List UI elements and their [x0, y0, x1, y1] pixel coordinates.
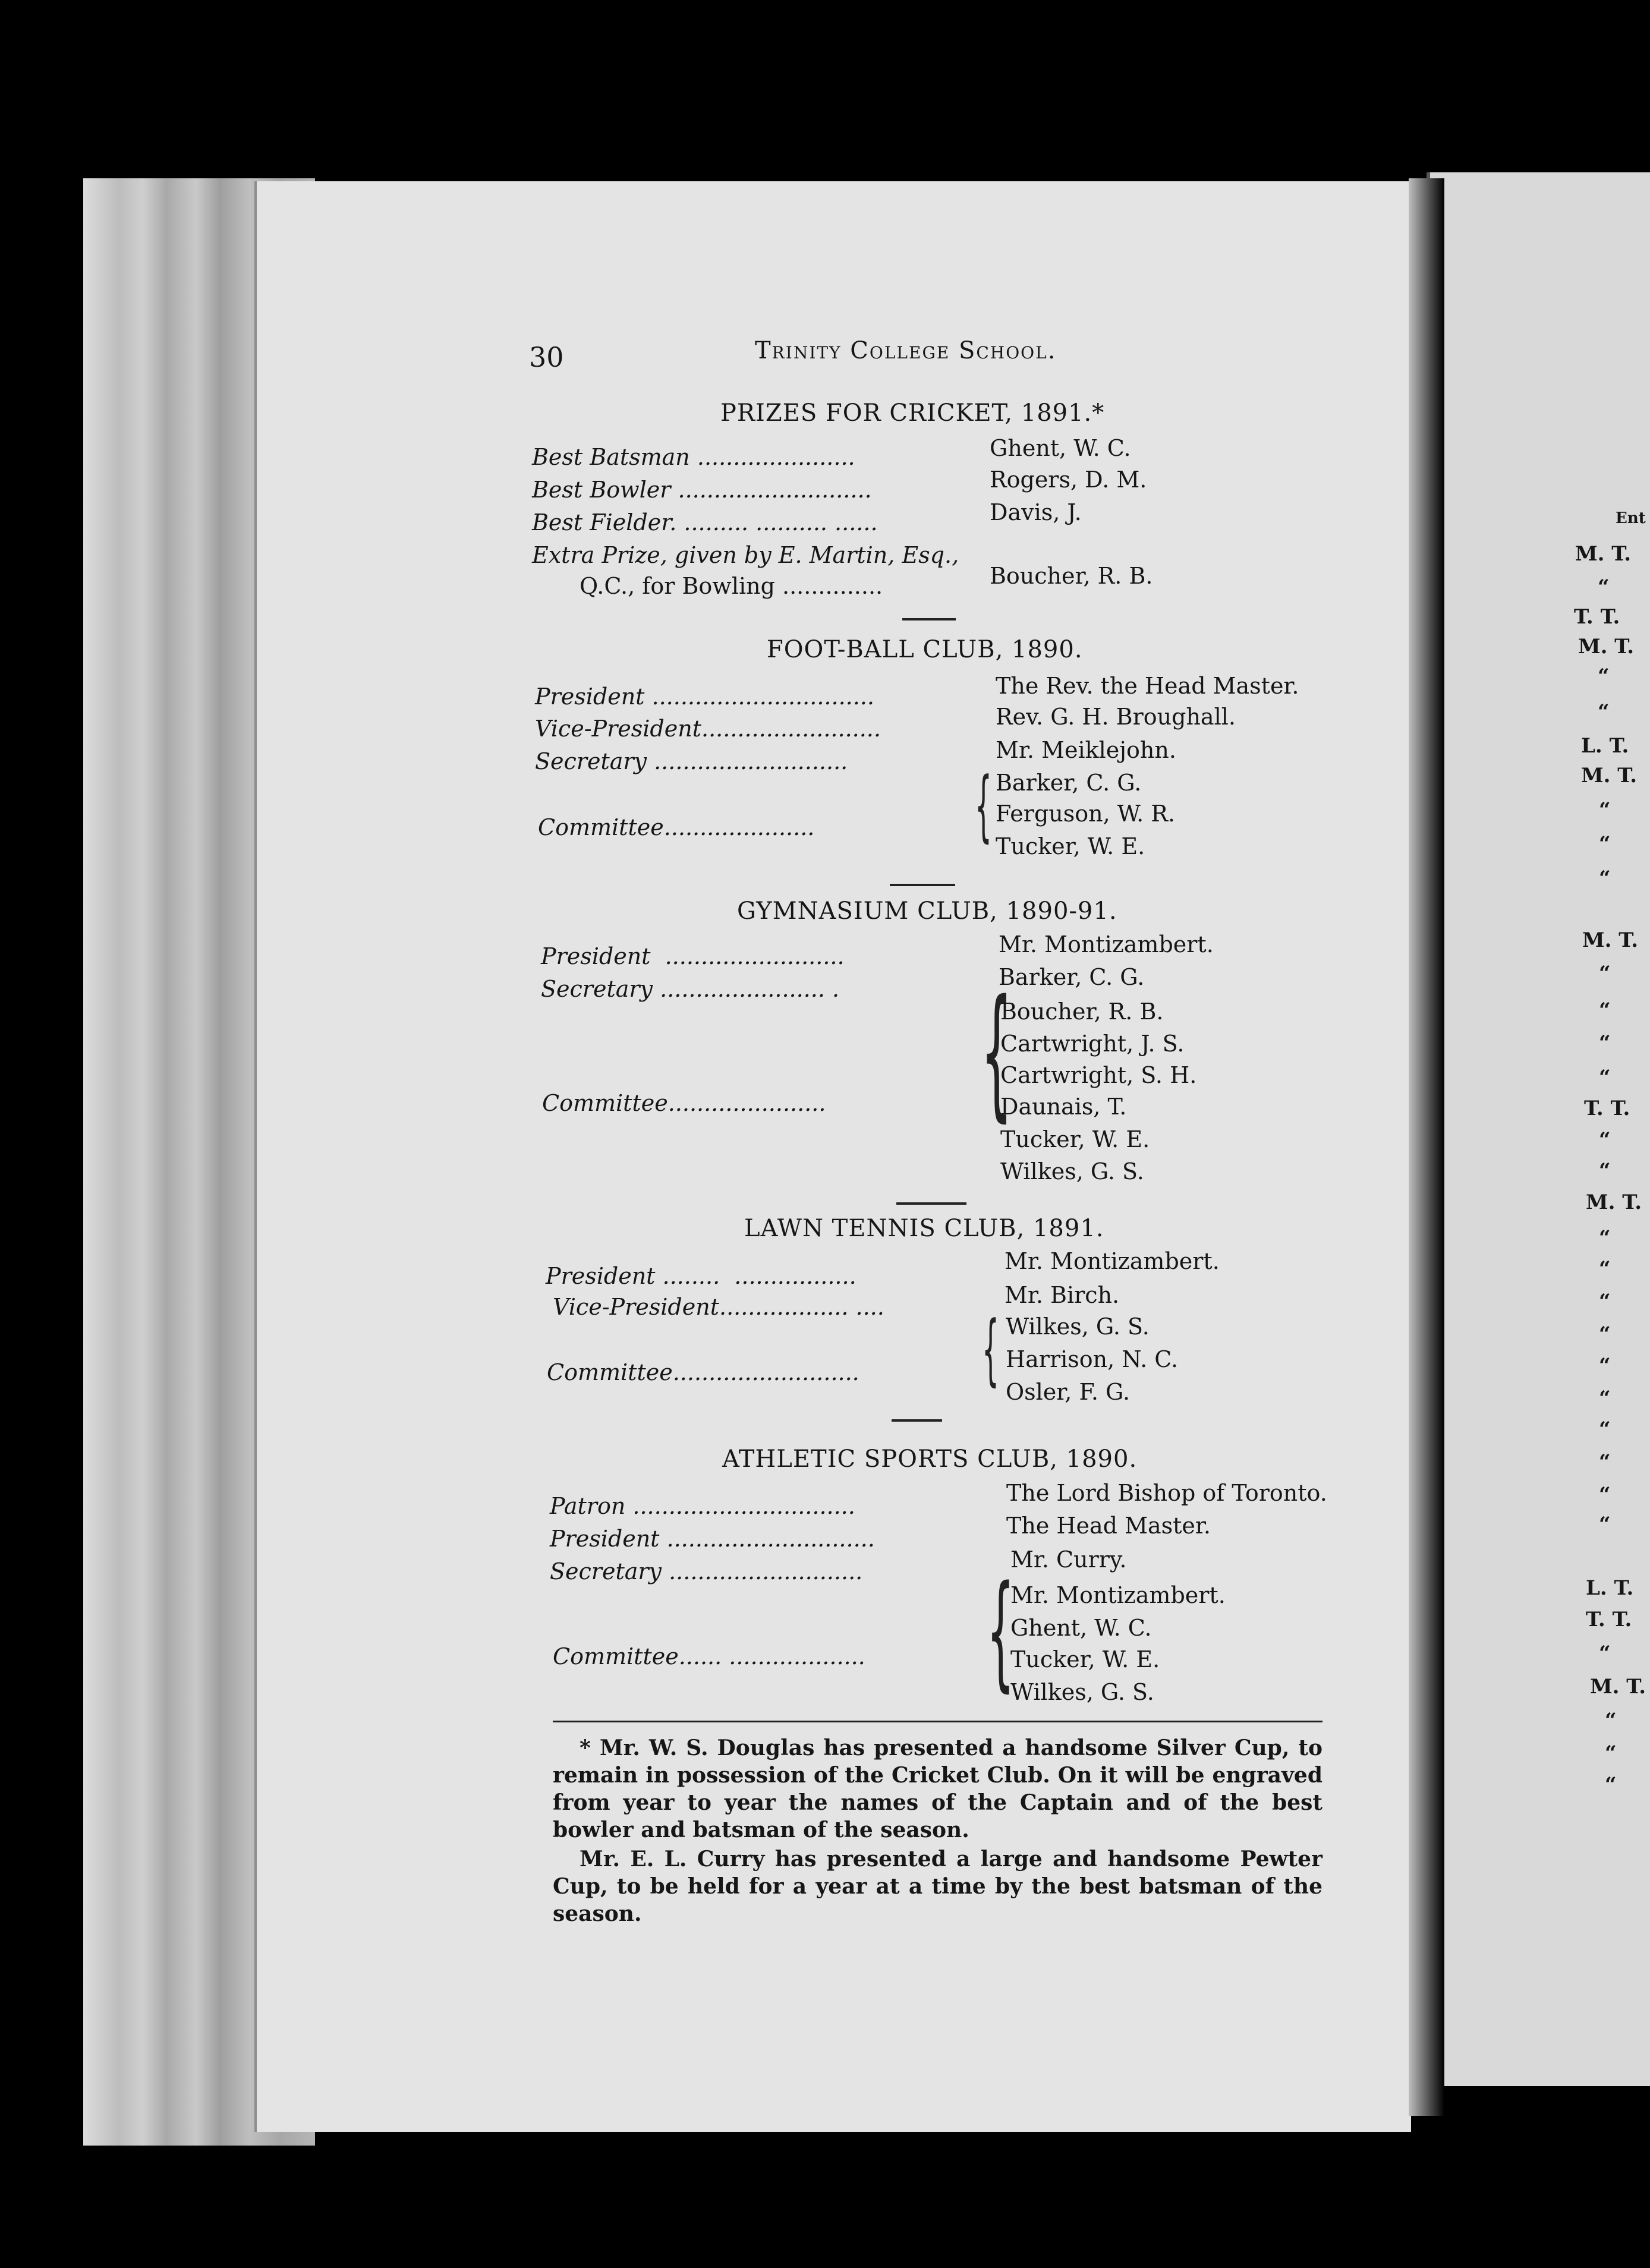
- facing-page-entry: “: [1599, 1226, 1611, 1250]
- row-value: Boucher, R. B.: [990, 563, 1153, 589]
- committee-member: Ghent, W. C.: [1010, 1615, 1152, 1641]
- facing-page-entry: “: [1605, 1773, 1617, 1797]
- facing-page-entry: “: [1599, 867, 1611, 890]
- facing-page-entry: “: [1598, 575, 1610, 599]
- row-label: Best Bowler ...........................: [532, 477, 872, 503]
- row-value: The Rev. the Head Master.: [996, 673, 1299, 699]
- gymnasium-title: GYMNASIUM CLUB, 1890-91.: [737, 897, 1117, 925]
- facing-page-entry: “: [1598, 664, 1610, 688]
- facing-page-entry: T. T.: [1586, 1608, 1632, 1631]
- facing-page-entry: “: [1599, 1257, 1611, 1281]
- row-value: Davis, J.: [990, 499, 1082, 525]
- committee-member: Ferguson, W. R.: [996, 801, 1176, 827]
- row-value: The Lord Bishop of Toronto.: [1006, 1480, 1327, 1506]
- row-value: Mr. Montizambert.: [999, 931, 1214, 957]
- row-value: Rev. G. H. Broughall.: [996, 704, 1236, 730]
- facing-page: [1427, 172, 1650, 2086]
- committee-member: Tucker, W. E.: [996, 833, 1145, 859]
- committee-brace: {: [975, 760, 992, 850]
- facing-page-entry: M. T.: [1581, 764, 1638, 788]
- facing-page-entry: M. T.: [1586, 1190, 1642, 1214]
- committee-label: Committee..........................: [547, 1359, 859, 1385]
- committee-brace: {: [982, 1304, 999, 1394]
- facing-page-entry: “: [1605, 1741, 1617, 1765]
- row-label: Best Fielder. ......... .......... ......: [532, 509, 878, 536]
- row-label: Best Batsman ......................: [532, 444, 855, 470]
- row-label: Vice-President.........................: [535, 716, 881, 742]
- section-rule: [896, 1202, 966, 1205]
- facing-page-entry: “: [1599, 998, 1611, 1022]
- section-rule: [902, 618, 956, 620]
- facing-page-heading: Ent: [1616, 509, 1646, 527]
- facing-page-entry: “: [1599, 1354, 1611, 1378]
- facing-page-entry: L. T.: [1586, 1576, 1634, 1600]
- row-value: Ghent, W. C.: [990, 435, 1131, 461]
- section-rule: [892, 1419, 942, 1422]
- facing-page-entry: “: [1599, 1483, 1611, 1507]
- facing-page-entry: “: [1599, 1290, 1611, 1313]
- committee-member: Cartwright, J. S.: [1000, 1031, 1185, 1057]
- committee-member: Wilkes, G. S.: [1010, 1679, 1154, 1705]
- committee-member: Wilkes, G. S.: [1006, 1313, 1150, 1340]
- facing-page-entry: “: [1599, 1642, 1611, 1665]
- facing-page-entry: “: [1599, 1159, 1611, 1183]
- row-label: President ........ .................: [546, 1263, 857, 1289]
- footnote-rule: [553, 1721, 1322, 1722]
- tennis-title: LAWN TENNIS CLUB, 1891.: [744, 1215, 1104, 1242]
- facing-page-entry: M. T.: [1578, 635, 1635, 659]
- facing-page-entry: “: [1599, 1387, 1611, 1410]
- committee-member: Boucher, R. B.: [1000, 998, 1164, 1025]
- committee-brace: {: [987, 1558, 1015, 1704]
- row-label: Secretary ...........................: [535, 748, 848, 774]
- committee-brace: {: [981, 969, 1013, 1135]
- facing-page-entry: M. T.: [1575, 542, 1632, 566]
- row-label: President ...............................: [535, 683, 874, 710]
- row-value: Mr. Montizambert.: [1005, 1248, 1220, 1274]
- committee-member: Osler, F. G.: [1006, 1379, 1131, 1405]
- facing-page-entry: “: [1599, 1513, 1611, 1536]
- facing-page-entry: “: [1605, 1709, 1617, 1732]
- athletic-title: ATHLETIC SPORTS CLUB, 1890.: [722, 1445, 1138, 1473]
- row-label: Patron ...............................: [550, 1493, 855, 1519]
- page-number: 30: [529, 341, 564, 373]
- football-title: FOOT-BALL CLUB, 1890.: [767, 636, 1083, 663]
- row-label: Vice-President.................. ....: [553, 1294, 884, 1320]
- row-label: Secretary ...........................: [550, 1558, 863, 1585]
- row-label: President .............................: [550, 1526, 875, 1552]
- running-title: Trinity College School.: [755, 337, 1057, 364]
- committee-member: Cartwright, S. H.: [1000, 1062, 1197, 1088]
- facing-page-entry: M. T.: [1590, 1675, 1646, 1699]
- committee-member: Barker, C. G.: [996, 770, 1142, 796]
- extra-prize-line1: Extra Prize, given by E. Martin, Esq.,: [532, 542, 959, 568]
- facing-page-entry: “: [1599, 962, 1611, 985]
- committee-label: Committee......................: [542, 1090, 826, 1116]
- row-label: President .........................: [541, 943, 845, 969]
- committee-member: Mr. Montizambert.: [1010, 1582, 1226, 1608]
- facing-page-entry: “: [1599, 1450, 1611, 1474]
- committee-member: Tucker, W. E.: [1000, 1126, 1150, 1152]
- committee-member: Harrison, N. C.: [1006, 1346, 1179, 1372]
- facing-page-entry: “: [1599, 1128, 1611, 1152]
- row-value: The Head Master.: [1006, 1513, 1211, 1539]
- row-value: Mr. Birch.: [1005, 1282, 1120, 1308]
- footnote-2: Mr. E. L. Curry has presented a large and handsome Pewter Cup, to be held for a year at a time by the best batsman of the season.: [553, 1847, 1322, 1926]
- book-gutter: [1409, 178, 1444, 2116]
- row-label: Secretary ....................... .: [541, 976, 840, 1002]
- facing-page-entry: “: [1599, 1066, 1611, 1089]
- committee-label: Committee...... ...................: [553, 1643, 865, 1670]
- facing-page-entry: “: [1598, 700, 1610, 724]
- cricket-title: PRIZES FOR CRICKET, 1891.*: [720, 399, 1105, 427]
- row-label: Q.C., for Bowling ..............: [580, 573, 883, 599]
- facing-page-entry: T. T.: [1584, 1097, 1630, 1120]
- section-rule: [890, 884, 955, 886]
- row-value: Mr. Curry.: [1010, 1546, 1127, 1573]
- facing-page-entry: T. T.: [1574, 605, 1620, 629]
- facing-page-entry: “: [1599, 832, 1611, 856]
- facing-page-entry: “: [1599, 1031, 1611, 1055]
- row-value: Rogers, D. M.: [990, 467, 1147, 493]
- committee-member: Daunais, T.: [1000, 1094, 1127, 1120]
- committee-label: Committee.....................: [538, 814, 815, 840]
- row-value: Mr. Meiklejohn.: [996, 737, 1176, 763]
- facing-page-entry: M. T.: [1582, 928, 1639, 952]
- facing-page-entry: “: [1599, 798, 1611, 822]
- facing-page-entry: “: [1599, 1418, 1611, 1441]
- footnote-1: * Mr. W. S. Douglas has presented a handsome Silver Cup, to remain in possession of the Cricket Club. On it will be engraved from year to year the names of the Captain and of the best bowler and batsman of the season.: [553, 1735, 1322, 1842]
- facing-page-entry: “: [1599, 1322, 1611, 1346]
- committee-member: Tucker, W. E.: [1010, 1646, 1160, 1672]
- facing-page-entry: L. T.: [1581, 734, 1629, 758]
- row-value: Barker, C. G.: [999, 964, 1145, 990]
- committee-member: Wilkes, G. S.: [1000, 1158, 1144, 1185]
